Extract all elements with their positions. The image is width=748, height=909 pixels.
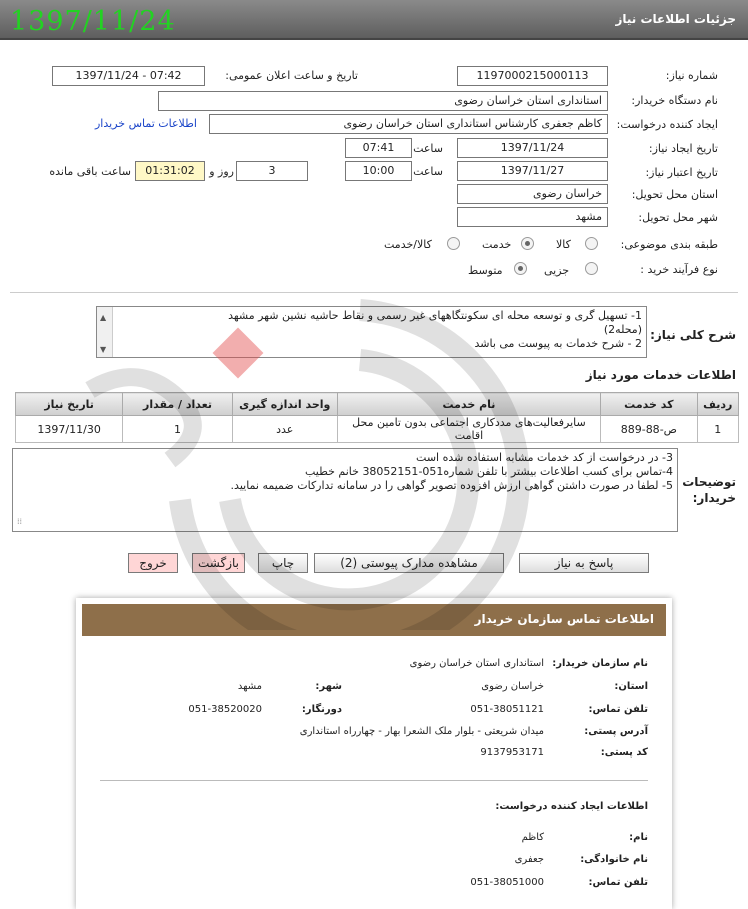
- buyer-org-label: نام دستگاه خریدار:: [631, 94, 718, 107]
- creator-name-value: کاظم: [521, 832, 544, 843]
- category-option-goods-service: کالا/خدمت: [384, 238, 432, 251]
- created-time-label: ساعت: [413, 142, 443, 155]
- col-service-name: نام خدمت: [337, 393, 600, 416]
- summary-scrollbar[interactable]: [97, 307, 113, 357]
- process-label: نوع فرآیند خرید :: [640, 263, 718, 276]
- created-time-field: 07:41: [345, 138, 412, 158]
- fax-value: 051-38520020: [188, 704, 262, 715]
- announce-datetime-field: 1397/11/24 - 07:42: [52, 66, 205, 86]
- contact-panel: [76, 598, 672, 909]
- cell-service-code: ص-88-889: [601, 416, 697, 443]
- category-option-service: خدمت: [482, 238, 512, 251]
- validity-time-label: ساعت: [413, 165, 443, 178]
- summary-line-1: 1- تسهیل گری و توسعه محله ای سکونتگاههای غیر رسمی و نقاط حاشیه نشین شهر مشهد: [228, 309, 642, 322]
- panel-divider: [100, 780, 648, 781]
- buyer-org-field: استانداری استان خراسان رضوی: [158, 91, 608, 111]
- address-label: آدرس پستی:: [584, 726, 648, 737]
- services-section-title: اطلاعات خدمات مورد نیاز: [585, 368, 736, 382]
- divider: [10, 292, 738, 293]
- creator-family-label: نام خانوادگی:: [580, 854, 648, 865]
- buyer-notes-textarea[interactable]: [12, 448, 678, 532]
- col-quantity: تعداد / مقدار: [123, 393, 232, 416]
- remaining-label: ساعت باقی مانده: [49, 165, 131, 178]
- city-field: مشهد: [457, 207, 608, 227]
- cell-quantity: 1: [123, 416, 232, 443]
- category-radio-goods-service[interactable]: [447, 237, 460, 250]
- reply-button[interactable]: پاسخ به نیاز: [519, 553, 649, 573]
- col-need-date: تاریخ نیاز: [16, 393, 123, 416]
- table-row: [16, 416, 739, 443]
- process-option-medium: متوسط: [468, 264, 503, 277]
- process-radio-medium[interactable]: [514, 262, 527, 275]
- requester-field: کاظم جعفری کارشناس استانداری استان خراسان رضوی: [209, 114, 608, 134]
- cell-row: 1: [697, 416, 738, 443]
- back-button[interactable]: بازگشت: [192, 553, 245, 573]
- stamp-date: 1397/11/24: [10, 6, 176, 37]
- creator-phone-value: 051-38051000: [470, 877, 544, 888]
- validity-time-field: 10:00: [345, 161, 412, 181]
- process-option-minor: جزیی: [544, 264, 570, 277]
- summary-textarea[interactable]: [96, 306, 647, 358]
- scroll-up-icon[interactable]: ▲: [100, 313, 107, 322]
- print-button[interactable]: چاپ: [258, 553, 308, 573]
- created-date-label: تاریخ ایجاد نیاز:: [648, 142, 718, 155]
- postal-value: 9137953171: [480, 747, 544, 758]
- address-value: میدان شریعتی - بلوار ملک الشعرا بهار - چهارراه استانداری: [299, 726, 544, 737]
- notes-line-3: 5- لطفا در صورت داشتن گواهی ارزش افزوده تصویر گواهی را در سامانه تدارکات ضمیمه نمایید.: [230, 479, 673, 492]
- province-field: خراسان رضوی: [457, 184, 608, 204]
- province-label: استان محل تحویل:: [631, 188, 718, 201]
- services-header-row: [16, 393, 739, 416]
- col-unit: واحد اندازه گیری: [232, 393, 337, 416]
- contact-panel-title: اطلاعات تماس سازمان خریدار: [82, 604, 666, 636]
- resize-grip-icon[interactable]: ⁞⁞: [17, 517, 23, 526]
- notes-line-2: 4-تماس برای کسب اطلاعات بیشتر با تلفن شماره051-38052151 خانم خطیب: [304, 465, 673, 478]
- creator-title: اطلاعات ایجاد کننده درخواست:: [495, 801, 648, 812]
- summary-line-3: 2 - شرح خدمات به پیوست می باشد: [474, 337, 642, 350]
- category-radio-service[interactable]: [521, 237, 534, 250]
- buyer-contact-link[interactable]: اطلاعات تماس خریدار: [95, 117, 197, 130]
- col-service-code: کد خدمت: [601, 393, 697, 416]
- days-label: روز و: [209, 165, 234, 178]
- days-field: 3: [236, 161, 308, 181]
- fax-label: دورنگار:: [301, 704, 342, 715]
- category-option-goods: کالا: [556, 238, 571, 251]
- cell-need-date: 1397/11/30: [16, 416, 123, 443]
- contact-city-value: مشهد: [237, 681, 262, 692]
- cell-service-name: سایرفعالیت‌های مددکاری اجتماعی بدون تامین محل اقامت: [337, 416, 600, 443]
- city-label: شهر محل تحویل:: [638, 211, 718, 224]
- org-value: استانداری استان خراسان رضوی: [409, 658, 544, 669]
- need-number-field: 1197000215000113: [457, 66, 608, 86]
- category-label: طبقه بندی موضوعی:: [620, 238, 718, 251]
- contact-city-label: شهر:: [315, 681, 342, 692]
- contact-province-label: استان:: [614, 681, 648, 692]
- validity-date-field: 1397/11/27: [457, 161, 608, 181]
- contact-phone-label: تلفن تماس:: [588, 704, 648, 715]
- requester-label: ایجاد کننده درخواست:: [616, 118, 718, 131]
- contact-phone-value: 051-38051121: [470, 704, 544, 715]
- created-date-field: 1397/11/24: [457, 138, 608, 158]
- summary-label: شرح کلی نیاز:: [650, 328, 736, 342]
- exit-button[interactable]: خروج: [128, 553, 178, 573]
- creator-phone-label: تلفن تماس:: [588, 877, 648, 888]
- org-label: نام سازمان خریدار:: [552, 658, 648, 669]
- cell-unit: عدد: [232, 416, 337, 443]
- need-number-label: شماره نیاز:: [665, 69, 718, 82]
- buyer-notes-label: توضیحات خریدار:: [682, 475, 736, 505]
- validity-date-label: تاریخ اعتبار نیاز:: [645, 166, 718, 179]
- remaining-time-field: 01:31:02: [135, 161, 205, 181]
- notes-line-1: 3- در درخواست از کد خدمات مشابه استفاده شده است: [416, 451, 673, 464]
- page-title: جزئیات اطلاعات نیاز: [615, 12, 736, 26]
- scroll-down-icon[interactable]: ▼: [100, 345, 107, 354]
- announce-datetime-label: تاریخ و ساعت اعلان عمومی:: [225, 69, 358, 82]
- creator-name-label: نام:: [629, 832, 648, 843]
- attachments-button[interactable]: مشاهده مدارک پیوستی (2): [314, 553, 504, 573]
- process-radio-minor[interactable]: [585, 262, 598, 275]
- postal-label: کد پستی:: [600, 747, 648, 758]
- col-row: ردیف: [697, 393, 738, 416]
- services-table: [15, 392, 739, 443]
- summary-line-2: (محله2): [603, 323, 642, 336]
- contact-province-value: خراسان رضوی: [481, 681, 544, 692]
- creator-family-value: جعفری: [514, 854, 544, 865]
- category-radio-goods[interactable]: [585, 237, 598, 250]
